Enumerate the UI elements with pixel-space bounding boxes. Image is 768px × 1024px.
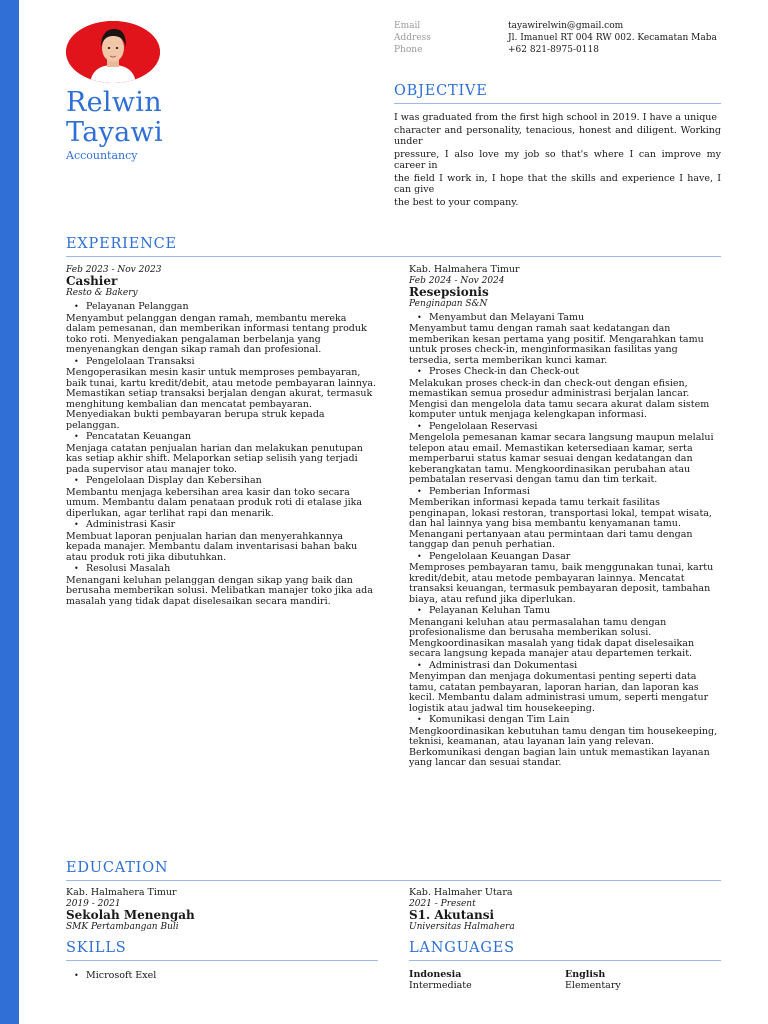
edu-period: 2021 - Present [409,898,476,909]
languages-divider [409,960,721,961]
duty-heading: • Pelayanan Pelanggan [66,302,378,313]
skills-title: SKILLS [66,940,127,956]
job-company: Resto & Bakery [66,288,138,298]
duty-description: Memproses pembayaran tamu, baik menggunakan tunai, kartu kredit/debit, atau metode pembayaran lainnya. Mencatat transaksi keuangan, termasuk pembayaran deposit, tambahan biaya, atau refund jika diperlukan. [409,562,714,605]
duty-description: Menyambut pelanggan dengan ramah, membantu mereka dalam pemesanan, dan memberikan informasi tentang produk toko roti. Menyediakan pengalaman berbelanja yang menyenangkan dengan sikap ramah dan profesional. [66,312,367,355]
experience-divider [66,256,721,257]
language-level: Elementary [565,979,621,991]
phone-value: +62 821-8975-0118 [508,45,599,55]
objective-text [394,112,721,208]
education-divider [66,880,721,881]
duty-heading: • Pengelolaan Reservasi [409,422,721,433]
duty-heading: • Pengelolaan Display dan Kebersihan [66,476,378,487]
avatar [66,21,160,83]
profile-photo [66,21,160,83]
sidebar-accent-bar [0,0,19,1024]
contact-row-phone [394,45,724,56]
duty-description: Menangani keluhan atau permasalahan tamu dengan profesionalisme dan berusaha memberikan solusi. Mengkoordinasikan masalah yang tidak dapat diselesaikan secara langsung kepada manajer atau departemen terkait. [409,616,695,659]
edu-degree: Sekolah Menengah [66,907,195,922]
education-title: EDUCATION [66,860,169,876]
duty-heading: • Pelayanan Keluhan Tamu [409,606,721,617]
duty-description: Memberikan informasi kepada tamu terkait fasilitas penginapan, lokasi restoran, transportasi lokal, tempat wisata, dan hal lainnya yang bisa membantu kenyamanan tamu. Menangani pertanyaan atau permintaan dari tamu dengan tanggap dan penuh perhatian. [409,497,712,550]
language-name: English [565,969,606,980]
skills-list [66,970,378,982]
objective-line: the best to your company. [394,197,519,208]
duty-heading: • Komunikasi dengan Tim Lain [409,715,721,726]
duty-heading: • Administrasi dan Dokumentasi [409,661,721,672]
contact-row-email [394,21,724,32]
duty-description: Membuat laporan penjualan harian dan menyerahkannya kepada manajer. Membantu dalam inventarisasi bahan baku atau produk roti jika dibutuhkan. [66,530,358,563]
duty-description: Mengoperasikan mesin kasir untuk memproses pembayaran, baik tunai, kartu kredit/debit, atau metode pembayaran lainnya. Memastikan setiap transaksi berjalan dengan akurat, termasuk menghitung kembalian dan mencatat pembayaran. Menyediakan bukti pembayaran berupa struk kepada pelanggan. [66,367,377,431]
edu-school: SMK Pertambangan Buli [66,921,179,932]
email-value: tayawirelwin@gmail.com [508,21,624,31]
duty-heading: • Pemberian Informasi [409,487,721,498]
duty-heading: • Proses Check-in dan Check-out [409,367,721,378]
duty-description: Menyambut tamu dengan ramah saat kedatangan dan memberikan kesan pertama yang positif. Mengarahkan tamu untuk proses check-in, menginformasikan fasilitas yang tersedia, serta memberikan kunci kamar. [409,323,704,366]
skills-divider [66,960,378,961]
experience-title: EXPERIENCE [66,236,177,252]
full-name [66,88,163,148]
duty-description: Mengelola pemesanan kamar secara langsung maupun melalui telepon atau email. Memastikan ketersediaan kamar, serta memperbarui status kamar sesuai dengan kedatangan dan keberangkatan tamu. Mengkoordinasikan perubahan atau pembatalan reservasi dengan tamu dan tim terkait. [409,432,714,485]
edu-school: Universitas Halmahera [409,921,515,932]
duty-description: Menyimpan dan menjaga dokumentasi penting seperti data tamu, catatan pembayaran, laporan harian, dan laporan kas kecil. Membantu dalam administrasi umum, seperti mengatur logistik atau jadwal tim housekeeping. [409,671,709,714]
language-level: Intermediate [409,979,472,991]
skill-item: • Microsoft Exel [66,971,378,982]
contact-info [394,21,724,56]
last-name: Tayawi [66,117,163,148]
contact-label: Phone [394,45,423,55]
objective-line: the field I work in, I hope that the skills and experience I have, I can give [394,173,721,195]
duty-heading: • Pengelolaan Transaksi [66,357,378,368]
duty-heading: • Resolusi Masalah [66,564,378,575]
job-company: Penginapan S&N [409,298,488,309]
experience-entry-cashier [66,265,378,607]
language-item [409,970,559,991]
edu-location: Kab. Halmaher Utara [409,887,513,898]
duty-description: Menjaga catatan penjualan harian dan melakukan penutupan kas setiap akhir shift. Melaporkan setiap selisih yang terjadi pada supervisor atau manajer toko. [66,442,363,475]
objective-line: I was graduated from the first high school in 2019. I have a unique [394,112,718,123]
language-item [565,970,715,991]
languages-title: LANGUAGES [409,940,515,956]
objective-title: OBJECTIVE [394,83,488,99]
job-period: Feb 2024 - Nov 2024 [409,275,505,286]
duty-heading: • Pengelolaan Keuangan Dasar [409,552,721,563]
objective-line: character and personality, tenacious, honest and diligent. Working under [394,125,721,147]
job-position: Cashier [66,274,118,288]
contact-label: Address [394,33,431,43]
education-entry-high-school [66,888,378,932]
duty-description: Menangani keluhan pelanggan dengan sikap yang baik dan berusaha memberikan solusi. Melibatkan manajer toko jika ada masalah yang tidak dapat diselesaikan secara mandiri. [66,574,373,607]
edu-period: 2019 - 2021 [66,898,121,909]
job-position: Resepsionis [409,284,489,299]
address-value: Jl. Imanuel RT 004 RW 002. Kecamatan Maba [508,33,717,43]
contact-row-address [394,33,724,44]
objective-divider [394,103,721,104]
edu-degree: S1. Akutansi [409,907,495,922]
duty-heading: • Menyambut dan Melayani Tamu [409,313,721,324]
edu-location: Kab. Halmahera Timur [66,887,177,898]
duty-heading: • Administrasi Kasir [66,520,378,531]
contact-label: Email [394,21,421,31]
duty-description: Membantu menjaga kebersihan area kasir dan toko secara umum. Membantu dalam penataan produk roti di etalase jika diperlukan, agar terlihat rapi dan menarik. [66,486,363,519]
duty-description: Mengkoordinasikan kebutuhan tamu dengan tim housekeeping, teknisi, keamanan, atau layanan lain yang relevan. Berkomunikasi dengan bagian lain untuk memastikan layanan yang lancar dan sesuai standar. [409,725,718,768]
duty-heading: • Pencatatan Keuangan [66,432,378,443]
experience-entry-resepsionis [409,265,721,769]
education-entry-university [409,888,721,932]
job-location: Kab. Halmahera Timur [409,264,520,275]
job-role: Accountancy [66,149,138,162]
first-name: Relwin [66,87,162,118]
language-name: Indonesia [409,969,462,980]
objective-line: pressure, I also love my job so that's where I can improve my career in [394,149,721,171]
job-period: Feb 2023 - Nov 2023 [66,265,162,275]
duty-description: Melakukan proses check-in dan check-out dengan efisien, memastikan semua prosedur administrasi berjalan lancar. Mengisi dan mengelola data tamu secara akurat dalam sistem komputer untuk menjaga kelengkapan informasi. [409,377,710,420]
